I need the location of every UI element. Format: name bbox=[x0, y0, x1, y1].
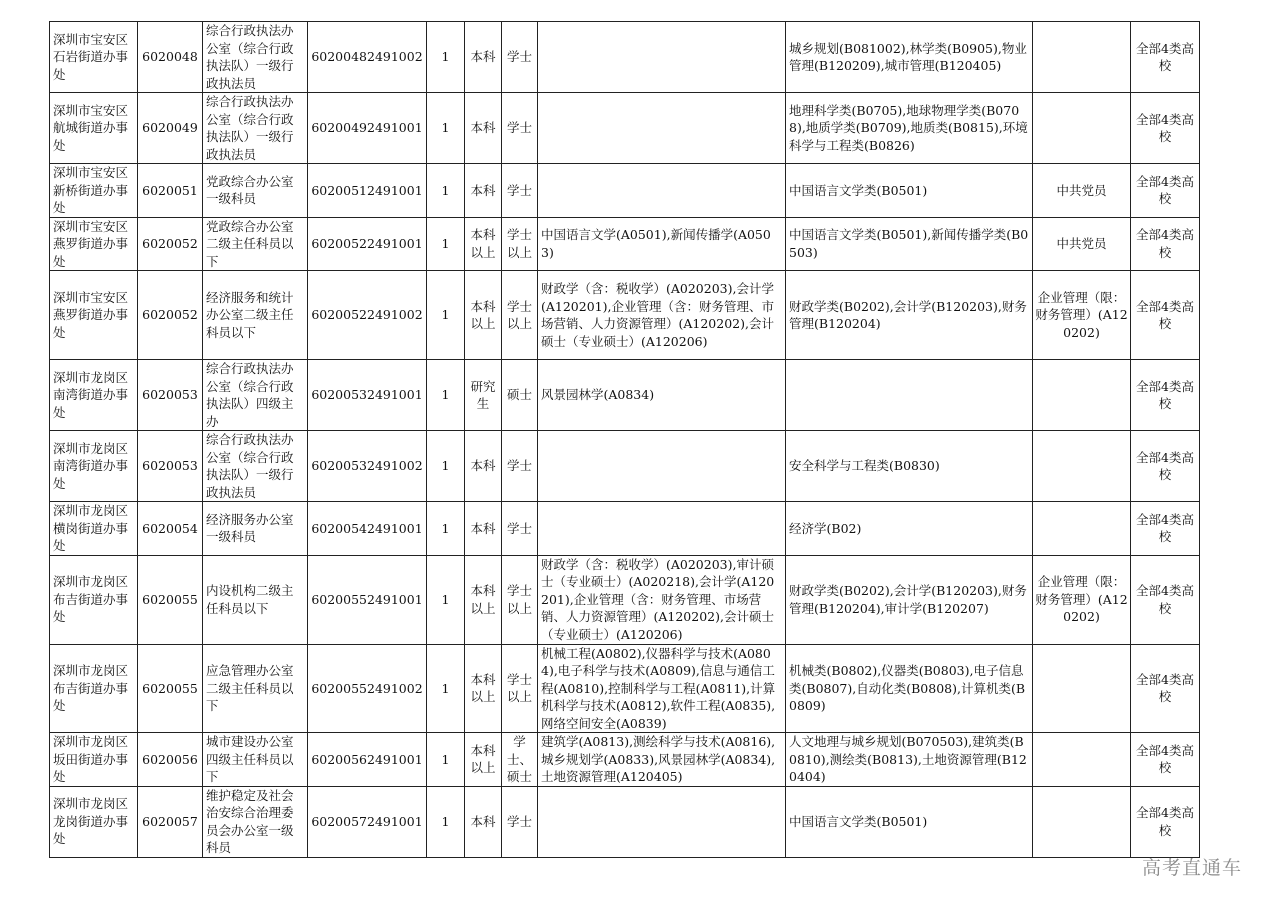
education-cell: 本科以上 bbox=[465, 733, 502, 787]
position-cell: 综合行政执法办公室（综合行政执法队）一级行政执法员 bbox=[203, 431, 308, 502]
count-cell: 1 bbox=[427, 93, 465, 164]
other-cell: 中共党员 bbox=[1033, 164, 1131, 218]
position-cell: 应急管理办公室二级主任科员以下 bbox=[203, 644, 308, 733]
unit-cell: 深圳市宝安区新桥街道办事处 bbox=[50, 164, 138, 218]
school-cell: 全部4类高校 bbox=[1131, 431, 1200, 502]
watermark: 高考直通车 bbox=[1142, 857, 1243, 879]
education-cell: 本科 bbox=[465, 164, 502, 218]
position-code-cell: 60200532491002 bbox=[308, 431, 427, 502]
grad-major-cell bbox=[538, 502, 786, 556]
other-cell bbox=[1033, 431, 1131, 502]
unit-code-cell: 6020049 bbox=[138, 93, 203, 164]
unit-cell: 深圳市龙岗区南湾街道办事处 bbox=[50, 360, 138, 431]
position-code-cell: 60200482491002 bbox=[308, 22, 427, 93]
other-cell bbox=[1033, 22, 1131, 93]
education-cell: 本科 bbox=[465, 502, 502, 556]
undergrad-major-cell: 财政学类(B0202),会计学(B120203),财务管理(B120204) bbox=[786, 271, 1033, 360]
school-cell: 全部4类高校 bbox=[1131, 644, 1200, 733]
school-cell: 全部4类高校 bbox=[1131, 502, 1200, 556]
unit-code-cell: 6020051 bbox=[138, 164, 203, 218]
count-cell: 1 bbox=[427, 271, 465, 360]
unit-code-cell: 6020052 bbox=[138, 217, 203, 271]
count-cell: 1 bbox=[427, 644, 465, 733]
undergrad-major-cell: 中国语言文学类(B0501) bbox=[786, 786, 1033, 857]
position-cell: 综合行政执法办公室（综合行政执法队）四级主办 bbox=[203, 360, 308, 431]
position-code-cell: 60200512491001 bbox=[308, 164, 427, 218]
degree-cell: 硕士 bbox=[502, 360, 538, 431]
education-cell: 本科以上 bbox=[465, 644, 502, 733]
table-row bbox=[50, 786, 1200, 857]
degree-cell: 学士、硕士 bbox=[502, 733, 538, 787]
unit-code-cell: 6020055 bbox=[138, 555, 203, 644]
undergrad-major-cell: 中国语言文学类(B0501),新闻传播学类(B0503) bbox=[786, 217, 1033, 271]
table-row bbox=[50, 93, 1200, 164]
unit-cell: 深圳市宝安区石岩街道办事处 bbox=[50, 22, 138, 93]
table-row bbox=[50, 502, 1200, 556]
count-cell: 1 bbox=[427, 786, 465, 857]
school-cell: 全部4类高校 bbox=[1131, 271, 1200, 360]
degree-cell: 学士 bbox=[502, 22, 538, 93]
position-code-cell: 60200552491002 bbox=[308, 644, 427, 733]
position-code-cell: 60200542491001 bbox=[308, 502, 427, 556]
unit-cell: 深圳市宝安区燕罗街道办事处 bbox=[50, 271, 138, 360]
position-cell: 内设机构二级主任科员以下 bbox=[203, 555, 308, 644]
degree-cell: 学士 bbox=[502, 431, 538, 502]
school-cell: 全部4类高校 bbox=[1131, 164, 1200, 218]
unit-cell: 深圳市龙岗区龙岗街道办事处 bbox=[50, 786, 138, 857]
degree-cell: 学士以上 bbox=[502, 555, 538, 644]
table-row bbox=[50, 164, 1200, 218]
table-row bbox=[50, 644, 1200, 733]
position-cell: 党政综合办公室一级科员 bbox=[203, 164, 308, 218]
education-cell: 本科 bbox=[465, 786, 502, 857]
count-cell: 1 bbox=[427, 217, 465, 271]
grad-major-cell: 财政学（含：税收学）(A020203),会计学(A120201),企业管理（含：财务管理、市场营销、人力资源管理）(A120202),会计硕士（专业硕士）(A120206) bbox=[538, 271, 786, 360]
undergrad-major-cell: 中国语言文学类(B0501) bbox=[786, 164, 1033, 218]
other-cell bbox=[1033, 733, 1131, 787]
position-code-cell: 60200532491001 bbox=[308, 360, 427, 431]
grad-major-cell: 财政学（含：税收学）(A020203),审计硕士（专业硕士）(A020218),会计学(A120201),企业管理（含：财务管理、市场营销、人力资源管理）(A120202),会计硕士（专业硕士）(A120206) bbox=[538, 555, 786, 644]
position-code-cell: 60200522491001 bbox=[308, 217, 427, 271]
grad-major-cell bbox=[538, 786, 786, 857]
grad-major-cell: 机械工程(A0802),仪器科学与技术(A0804),电子科学与技术(A0809),信息与通信工程(A0810),控制科学与工程(A0811),计算机科学与技术(A0812),软件工程(A0835),网络空间安全(A0839) bbox=[538, 644, 786, 733]
other-cell: 企业管理（限：财务管理）(A120202) bbox=[1033, 271, 1131, 360]
degree-cell: 学士 bbox=[502, 502, 538, 556]
table-row bbox=[50, 431, 1200, 502]
undergrad-major-cell: 经济学(B02) bbox=[786, 502, 1033, 556]
position-cell: 综合行政执法办公室（综合行政执法队）一级行政执法员 bbox=[203, 22, 308, 93]
table-row bbox=[50, 733, 1200, 787]
count-cell: 1 bbox=[427, 555, 465, 644]
unit-code-cell: 6020053 bbox=[138, 360, 203, 431]
position-code-cell: 60200572491001 bbox=[308, 786, 427, 857]
education-cell: 本科 bbox=[465, 431, 502, 502]
degree-cell: 学士 bbox=[502, 93, 538, 164]
education-cell: 本科以上 bbox=[465, 217, 502, 271]
education-cell: 本科 bbox=[465, 22, 502, 93]
other-cell bbox=[1033, 93, 1131, 164]
position-cell: 经济服务办公室一级科员 bbox=[203, 502, 308, 556]
count-cell: 1 bbox=[427, 22, 465, 93]
unit-cell: 深圳市宝安区航城街道办事处 bbox=[50, 93, 138, 164]
other-cell bbox=[1033, 786, 1131, 857]
count-cell: 1 bbox=[427, 733, 465, 787]
grad-major-cell: 建筑学(A0813),测绘科学与技术(A0816),城乡规划学(A0833),风景园林学(A0834),土地资源管理(A120405) bbox=[538, 733, 786, 787]
school-cell: 全部4类高校 bbox=[1131, 22, 1200, 93]
education-cell: 本科以上 bbox=[465, 271, 502, 360]
school-cell: 全部4类高校 bbox=[1131, 217, 1200, 271]
undergrad-major-cell: 机械类(B0802),仪器类(B0803),电子信息类(B0807),自动化类(B0808),计算机类(B0809) bbox=[786, 644, 1033, 733]
unit-cell: 深圳市龙岗区南湾街道办事处 bbox=[50, 431, 138, 502]
position-cell: 综合行政执法办公室（综合行政执法队）一级行政执法员 bbox=[203, 93, 308, 164]
degree-cell: 学士以上 bbox=[502, 217, 538, 271]
table-row bbox=[50, 360, 1200, 431]
unit-cell: 深圳市宝安区燕罗街道办事处 bbox=[50, 217, 138, 271]
position-code-cell: 60200492491001 bbox=[308, 93, 427, 164]
position-cell: 党政综合办公室二级主任科员以下 bbox=[203, 217, 308, 271]
count-cell: 1 bbox=[427, 360, 465, 431]
other-cell: 企业管理（限：财务管理）(A120202) bbox=[1033, 555, 1131, 644]
position-code-cell: 60200522491002 bbox=[308, 271, 427, 360]
undergrad-major-cell bbox=[786, 360, 1033, 431]
unit-code-cell: 6020054 bbox=[138, 502, 203, 556]
table-row bbox=[50, 271, 1200, 360]
unit-code-cell: 6020053 bbox=[138, 431, 203, 502]
table-row bbox=[50, 555, 1200, 644]
grad-major-cell bbox=[538, 22, 786, 93]
unit-code-cell: 6020057 bbox=[138, 786, 203, 857]
education-cell: 本科 bbox=[465, 93, 502, 164]
school-cell: 全部4类高校 bbox=[1131, 360, 1200, 431]
unit-cell: 深圳市龙岗区坂田街道办事处 bbox=[50, 733, 138, 787]
unit-code-cell: 6020055 bbox=[138, 644, 203, 733]
unit-cell: 深圳市龙岗区横岗街道办事处 bbox=[50, 502, 138, 556]
other-cell: 中共党员 bbox=[1033, 217, 1131, 271]
grad-major-cell: 风景园林学(A0834) bbox=[538, 360, 786, 431]
recruitment-table bbox=[49, 21, 1200, 858]
position-code-cell: 60200562491001 bbox=[308, 733, 427, 787]
table-row bbox=[50, 217, 1200, 271]
grad-major-cell bbox=[538, 164, 786, 218]
school-cell: 全部4类高校 bbox=[1131, 93, 1200, 164]
unit-cell: 深圳市龙岗区布吉街道办事处 bbox=[50, 555, 138, 644]
position-cell: 城市建设办公室四级主任科员以下 bbox=[203, 733, 308, 787]
degree-cell: 学士以上 bbox=[502, 271, 538, 360]
school-cell: 全部4类高校 bbox=[1131, 555, 1200, 644]
other-cell bbox=[1033, 360, 1131, 431]
grad-major-cell bbox=[538, 431, 786, 502]
other-cell bbox=[1033, 644, 1131, 733]
position-cell: 维护稳定及社会治安综合治理委员会办公室一级科员 bbox=[203, 786, 308, 857]
school-cell: 全部4类高校 bbox=[1131, 786, 1200, 857]
degree-cell: 学士 bbox=[502, 786, 538, 857]
undergrad-major-cell: 地理科学类(B0705),地球物理学类(B0708),地质学类(B0709),地质类(B0815),环境科学与工程类(B0826) bbox=[786, 93, 1033, 164]
undergrad-major-cell: 安全科学与工程类(B0830) bbox=[786, 431, 1033, 502]
count-cell: 1 bbox=[427, 431, 465, 502]
grad-major-cell bbox=[538, 93, 786, 164]
unit-code-cell: 6020048 bbox=[138, 22, 203, 93]
education-cell: 研究生 bbox=[465, 360, 502, 431]
count-cell: 1 bbox=[427, 502, 465, 556]
unit-code-cell: 6020052 bbox=[138, 271, 203, 360]
other-cell bbox=[1033, 502, 1131, 556]
education-cell: 本科以上 bbox=[465, 555, 502, 644]
school-cell: 全部4类高校 bbox=[1131, 733, 1200, 787]
degree-cell: 学士以上 bbox=[502, 644, 538, 733]
position-cell: 经济服务和统计办公室二级主任科员以下 bbox=[203, 271, 308, 360]
unit-code-cell: 6020056 bbox=[138, 733, 203, 787]
undergrad-major-cell: 人文地理与城乡规划(B070503),建筑类(B0810),测绘类(B0813),土地资源管理(B120404) bbox=[786, 733, 1033, 787]
degree-cell: 学士 bbox=[502, 164, 538, 218]
undergrad-major-cell: 城乡规划(B081002),林学类(B0905),物业管理(B120209),城市管理(B120405) bbox=[786, 22, 1033, 93]
position-code-cell: 60200552491001 bbox=[308, 555, 427, 644]
unit-cell: 深圳市龙岗区布吉街道办事处 bbox=[50, 644, 138, 733]
undergrad-major-cell: 财政学类(B0202),会计学(B120203),财务管理(B120204),审计学(B120207) bbox=[786, 555, 1033, 644]
grad-major-cell: 中国语言文学(A0501),新闻传播学(A0503) bbox=[538, 217, 786, 271]
count-cell: 1 bbox=[427, 164, 465, 218]
table-row bbox=[50, 22, 1200, 93]
